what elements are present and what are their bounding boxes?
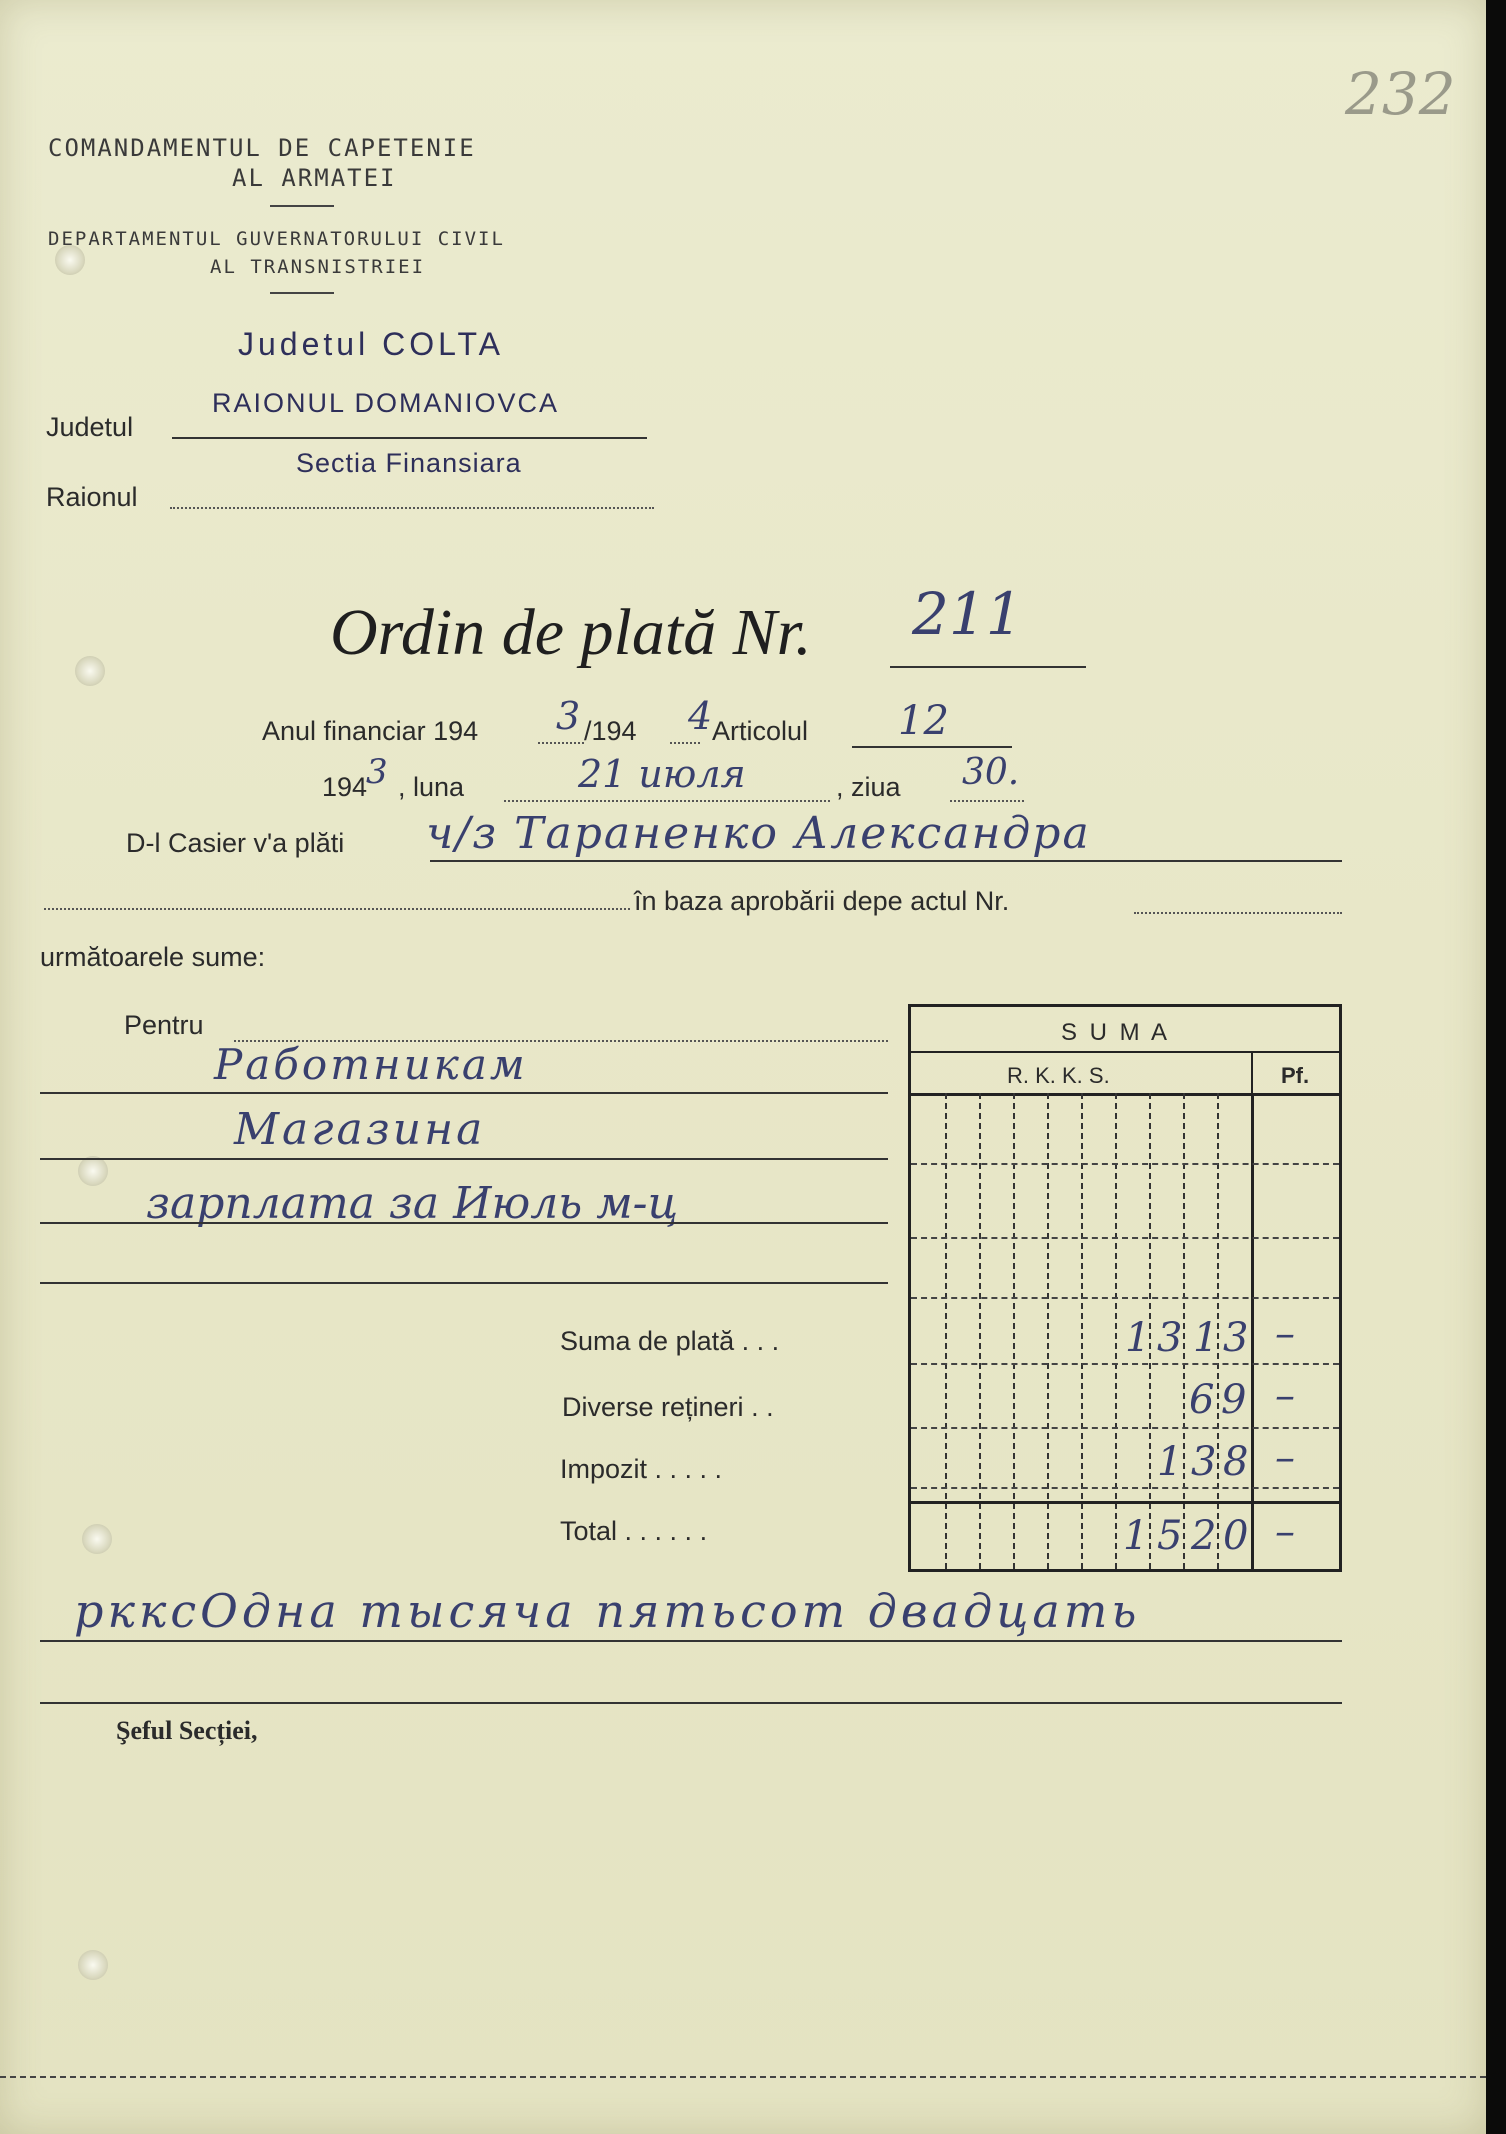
- order-number-line: [890, 666, 1086, 668]
- amount-digit: 0: [1223, 1513, 1249, 1559]
- luna-value: 21 июля: [578, 752, 746, 796]
- punch-hole: [78, 1156, 108, 1186]
- ziua-line: [950, 800, 1024, 802]
- luna-label: , luna: [398, 772, 465, 802]
- amount-digit: 2: [1191, 1513, 1217, 1559]
- amount-digit: 1: [1125, 1315, 1151, 1361]
- pentru-label: Pentru: [124, 1010, 204, 1040]
- header-line-4: AL TRANSNISTRIEI: [210, 256, 426, 278]
- purpose-line-1: Работникам: [214, 1040, 528, 1089]
- raionul-line: [170, 507, 654, 509]
- bottom-dashed-line: [0, 2076, 1486, 2078]
- amount-words-line: [40, 1640, 1342, 1642]
- amount-digit: 3: [1223, 1315, 1249, 1361]
- luna-line: [504, 800, 830, 802]
- casier-label: D-l Casier v'a plăti: [126, 828, 345, 858]
- amount-digit: 1: [1123, 1513, 1149, 1559]
- pf-heading: Pf.: [1281, 1063, 1310, 1088]
- document-title: Ordin de plată Nr.: [330, 596, 812, 669]
- purpose-rule-1: [40, 1092, 888, 1094]
- amount-digit: 3: [1191, 1439, 1217, 1485]
- stamp-sectia: Sectia Finansiara: [296, 448, 522, 478]
- purpose-rule-4: [40, 1282, 888, 1284]
- impozit-label: Impozit . . . . .: [560, 1454, 723, 1484]
- archive-number: 232: [1345, 60, 1456, 128]
- header-line-1: COMANDAMENTUL DE CAPETENIE: [48, 134, 476, 162]
- amount-digit: 1: [1157, 1439, 1183, 1485]
- header-line-2: AL ARMATEI: [232, 164, 397, 192]
- baza-blank-line: [44, 908, 630, 910]
- punch-hole: [75, 656, 105, 686]
- amount-pf: –: [1275, 1373, 1295, 1419]
- diverse-label: Diverse rețineri . .: [562, 1392, 774, 1422]
- purpose-rule-2: [40, 1158, 888, 1160]
- purpose-line-2: Магазина: [234, 1104, 486, 1155]
- seful-label: Şeful Secției,: [116, 1716, 258, 1745]
- order-number: 211: [912, 580, 1023, 648]
- judetul-label: Judetul: [46, 412, 134, 442]
- purpose-rule-3: [40, 1222, 888, 1224]
- header-divider: [270, 205, 334, 207]
- amount-pf: –: [1275, 1509, 1295, 1555]
- year-to-line: [670, 742, 700, 744]
- amount-in-words: ркксОдна тысяча пятьсот двадцать: [74, 1584, 1141, 1638]
- total-label: Total . . . . . .: [560, 1516, 708, 1546]
- amount-digit: 6: [1189, 1377, 1215, 1423]
- year-suffix: 3: [366, 752, 388, 792]
- amount-digit: 3: [1157, 1315, 1183, 1361]
- suma-plata-label: Suma de plată . . .: [560, 1326, 780, 1356]
- baza-number-line: [1134, 912, 1342, 914]
- sume-label: următoarele sume:: [40, 942, 266, 972]
- year-from: 3: [556, 694, 581, 738]
- payee-line: [430, 860, 1342, 862]
- articol-line: [852, 746, 1012, 748]
- header-line-3: DEPARTAMENTUL GUVERNATORULUI CIVIL: [48, 228, 505, 250]
- year-to: 4: [688, 694, 713, 738]
- year-from-line: [538, 742, 584, 744]
- amount-digit: 5: [1157, 1513, 1183, 1559]
- judetul-line: [172, 437, 647, 439]
- raionul-label: Raionul: [46, 482, 138, 512]
- anul-label: Anul financiar 194: [262, 716, 479, 746]
- punch-hole: [82, 1524, 112, 1554]
- amount-words-line-2: [40, 1702, 1342, 1704]
- purpose-line-3: зарплата за Июль м-ц: [146, 1178, 679, 1229]
- rkks-heading: R. K. K. S.: [1007, 1063, 1110, 1088]
- amount-grid: [908, 1004, 1342, 1572]
- amount-pf: –: [1275, 1311, 1295, 1357]
- stamp-judet: Judetul COLTA: [238, 326, 505, 362]
- articolul-label: Articolul: [712, 716, 809, 746]
- ziua-value: 30.: [962, 752, 1020, 793]
- ziua-label: , ziua: [836, 772, 901, 802]
- year-prefix: 194: [322, 772, 368, 802]
- stamp-raion: RAIONUL DOMANIOVCA: [212, 388, 560, 418]
- anul-separator: /194: [584, 716, 637, 746]
- punch-hole: [78, 1950, 108, 1980]
- amount-digit: 8: [1223, 1439, 1249, 1485]
- amount-digit: 1: [1193, 1315, 1219, 1361]
- articol-value: 12: [898, 698, 949, 744]
- suma-heading: S U M A: [1061, 1019, 1171, 1046]
- amount-pf: –: [1275, 1435, 1295, 1481]
- amount-digit: 9: [1221, 1377, 1247, 1423]
- payee-name: ч/з Тараненко Александра: [426, 808, 1091, 859]
- header-divider: [270, 292, 334, 294]
- baza-label: în baza aprobării depe actul Nr.: [634, 886, 1010, 916]
